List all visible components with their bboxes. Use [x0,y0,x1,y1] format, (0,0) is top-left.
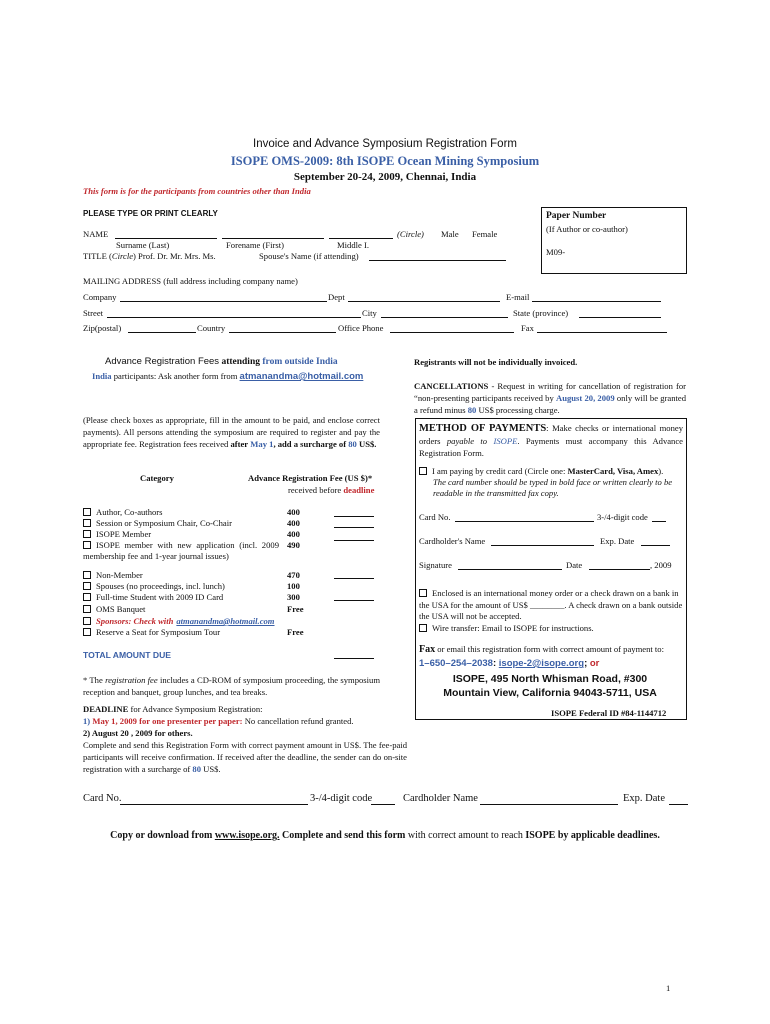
paper-number-hint: (If Author or co-author) [546,224,628,234]
fees-instructions [83,414,380,450]
payment-method-text-2: . Payments must accompany this Advance Registration Form. [419,436,683,458]
copy-text-2: Complete and send this form [282,830,406,841]
deadline-label: DEADLINE [83,704,129,714]
checkbox-icon[interactable] [83,617,91,625]
fee-item[interactable] [83,570,143,580]
zip-label: Zip(postal) [83,323,122,333]
category-header: Category [140,473,174,483]
fee-item[interactable] [83,627,220,637]
bottom-card-no-label: Card No. [83,793,122,804]
fees-attending: attending [221,357,260,367]
fax-colon: : [492,658,497,669]
wire-transfer-checkbox[interactable] [419,624,427,632]
not-invoiced-note: Registrants will not be individually invoiced. [414,357,578,367]
deadline-word: deadline [343,485,375,495]
fax-semicolon: ; [584,658,588,669]
fee-item-label: Spouses (no proceedings, incl. lunch) [96,581,225,591]
title-prefix: TITLE ( [83,251,112,261]
payment-method-title: METHOD OF PAYMENTS [419,423,547,434]
footnote-star: * The [83,675,103,685]
sponsor-email-link[interactable]: atmanandma@hotmail.com [176,616,275,626]
title-circle-hint: Circle [111,251,134,261]
signature-label: Signature [419,560,452,570]
signature-field[interactable] [458,569,562,570]
cardholder-field[interactable] [491,545,594,546]
fee-item-amount: 400 [287,529,300,539]
india-note [92,371,363,382]
credit-card-option [419,466,685,477]
state-label: State (province) [513,308,569,318]
credit-card-checkbox[interactable] [419,467,427,475]
fax-email-link[interactable]: isope-2@isope.org [498,658,585,669]
money-order-text: Enclosed is an international money order or a check drawn on a bank in the USA for the amount of US$ ________. A check drawn on a bank outside the USA will not be accepted. [419,588,683,621]
card-no-label: Card No. [419,512,451,522]
footnote-text: includes a CD-ROM of symposium proceeding, the symposium reception and banquet, group lunches, and tea breaks. [83,675,381,697]
cancellation-text-3: US$ processing charge. [478,405,560,415]
company-field[interactable] [120,301,327,302]
email-field[interactable] [532,301,661,302]
fax-number[interactable]: 1–650–254–2038 [419,658,493,669]
mailing-address-header: MAILING ADDRESS (full address including company name) [83,276,298,286]
street-field[interactable] [107,317,361,318]
fees-heading-text: Advance Registration Fees [105,356,220,367]
checkbox-icon[interactable] [83,582,91,590]
checkbox-icon[interactable] [83,508,91,516]
fees-surcharge-amount: 80 [348,439,357,449]
india-note-text: participants: Ask another form from [113,371,238,381]
india-email-link[interactable]: atmanandma@hotmail.com [239,371,364,382]
fee-item[interactable] [83,518,232,528]
payable-to: payable to [446,436,488,446]
date-year: , 2009 [650,560,672,570]
cancellation-text-2: only will be granted a refund minus [414,393,686,415]
isope-address-line2: Mountain View, California 94043-5711, USA [443,687,657,699]
deadline-item-1 [83,716,354,726]
isope-website-link[interactable]: www.isope.org. [214,830,280,841]
fees-instructions-text: (Please check boxes as appropriate, fill in the amount to be paid, and enclose correct payments). All persons attending the symposium are required to register and pay the appropriate fee. Registration fees received [83,415,380,449]
fee-item-amount: 300 [287,592,300,602]
fee-item-label: Sponsors: Check with [96,616,174,626]
bottom-digit-code-label: 3-/4-digit code [310,793,373,804]
fee-item[interactable] [83,540,279,562]
checkbox-icon[interactable] [83,519,91,527]
fax-instructions-text: or email this registration form with correct amount of payment to: [437,644,664,654]
checkbox-icon[interactable] [83,605,91,613]
copy-text-4: ISOPE by applicable deadlines. [525,830,660,841]
checkbox-icon[interactable] [83,541,91,549]
deadline-body-text: Complete and send this Registration Form with correct payment amount in US$. The fee-paid participants will receive confirmation. If received after the deadline, the sender can do on-site registration with a surcharge of [83,740,407,774]
surname-label: Surname (Last) [116,240,170,250]
money-order-option [419,588,685,623]
date-field[interactable] [589,569,650,570]
deadline-surcharge-unit: US$. [203,764,221,774]
fee-amount-field[interactable] [334,600,374,601]
zip-field[interactable] [128,332,196,333]
symposium-title: ISOPE OMS-2009: 8th ISOPE Ocean Mining Symposium [230,154,540,168]
payment-method-intro [419,422,683,459]
print-clearly-label: PLEASE TYPE OR PRINT CLEARLY [83,209,218,218]
deadline-item-2: 2) August 20 , 2009 for others. [83,728,193,738]
deadline-body [83,739,407,775]
deadline-item1-num: 1) [83,716,91,726]
gender-circle-hint: (Circle) [397,229,424,239]
state-field[interactable] [579,317,661,318]
checkbox-icon[interactable] [83,530,91,538]
copy-text-3: with correct amount to reach [407,830,523,841]
fee-item-label: Full-time Student with 2009 ID Card [96,592,224,602]
participant-notice: This form is for the participants from countries other than India [83,186,311,196]
fee-item[interactable] [83,592,223,602]
exp-date-field[interactable] [641,545,670,546]
fee-item-amount: 400 [287,507,300,517]
fee-item-amount: 470 [287,570,300,580]
fax-field[interactable] [537,332,667,333]
country-field[interactable] [229,332,336,333]
copy-text-1: Copy or download from [110,830,213,841]
form-title: Invoice and Advance Symposium Registration Form [253,138,517,150]
date-label: Date [566,560,583,570]
credit-card-text: I am paying by credit card (Circle one: [432,466,566,476]
fee-item-label: Author, Co-authors [96,507,163,517]
footnote-reg-fee: registration fee [105,675,158,685]
fee-item-amount: 100 [287,581,300,591]
payable-isope: ISOPE [493,436,518,446]
checkbox-icon[interactable] [83,628,91,636]
forename-field[interactable] [222,238,324,239]
title-options[interactable]: ) Prof. Dr. Mr. Mrs. Ms. [133,251,216,261]
credit-card-note: The card number should be typed in bold face or written clearly to be readable in the transmitted fax copy. [433,477,673,498]
bottom-cardholder-field[interactable] [480,804,618,805]
cancellation-date: August 20, 2009 [556,393,615,403]
fee-item[interactable] [83,581,225,591]
email-label: E-mail [506,292,530,302]
fax-instructions [419,644,664,655]
fee-item-amount: 400 [287,518,300,528]
fees-heading [105,356,338,367]
symposium-dates: September 20-24, 2009, Chennai, India [293,171,477,183]
gender-male-option[interactable]: Male [441,229,459,239]
city-label: City [362,308,377,318]
card-no-field[interactable] [455,521,594,522]
fees-after-word: after [230,439,249,449]
total-amount-label: TOTAL AMOUNT DUE [83,650,172,660]
gender-female-option[interactable]: Female [472,229,498,239]
fee-item-amount: 490 [287,540,300,550]
spouse-field[interactable] [369,260,506,261]
fee-item-label: Non-Member [96,570,143,580]
money-order-checkbox[interactable] [419,589,427,597]
bottom-card-no-field[interactable] [120,804,308,805]
federal-id: ISOPE Federal ID #84-1144712 [551,708,667,718]
cancellation-fee-amount: 80 [467,405,477,415]
paper-number-box[interactable] [541,207,687,274]
payment-method-text: : Make checks or international money orders [419,423,684,446]
digit-code-field[interactable] [652,521,666,522]
page-number: 1 [666,983,671,993]
checkbox-icon[interactable] [83,571,91,579]
surname-field[interactable] [115,238,217,239]
fee-item-amount: Free [287,604,304,614]
middle-initial-field[interactable] [329,238,393,239]
fee-item-amount: Free [287,627,304,637]
fee-amount-field[interactable] [334,578,374,579]
company-label: Company [83,292,117,302]
checkbox-icon[interactable] [83,593,91,601]
fax-or: or [589,658,600,669]
cancellations-label: CANCELLATIONS [414,381,489,391]
street-label: Street [83,308,104,318]
paper-number-value[interactable]: M09- [546,247,566,257]
bottom-exp-date-field[interactable] [669,804,688,805]
fees-may-date: May 1 [250,439,274,449]
india-word: India [92,371,112,381]
deadline-item1-rest: No cancellation refund granted. [244,716,354,726]
credit-card-text-end: ). [658,466,664,476]
fee-item[interactable] [83,616,275,626]
fee-item[interactable] [83,529,151,539]
cancellation-text-1: - Request in writing for cancellation of registration for “non-presenting participants received by [414,381,686,403]
wire-transfer-option [419,623,594,633]
fees-surcharge-text: , add a surcharge of [273,439,347,449]
fee-amount-field[interactable] [334,516,374,517]
credit-card-brands[interactable]: MasterCard, Visa, Amex [567,466,659,476]
fee-item[interactable] [83,604,145,614]
fee-item[interactable] [83,507,163,517]
fee-item-label: ISOPE member with new application (incl. 2009 membership fee and 1-year journal issues) [83,540,279,561]
total-amount-field[interactable] [334,658,374,659]
dept-label: Dept [328,292,345,302]
fees-outside-india: from outside India [262,357,338,367]
digit-code-label: 3-/4-digit code [597,512,648,522]
office-phone-label: Office Phone [338,323,384,333]
copy-download-note [0,830,770,841]
fee-footnote [83,674,380,698]
bottom-exp-date-label: Exp. Date [623,793,665,804]
fee-header: Advance Registration Fee (US $)* [248,473,373,483]
dept-field[interactable] [348,301,500,302]
country-label: Country [197,323,226,333]
deadline-label-rest: for Advance Symposium Registration: [130,704,263,714]
bottom-cardholder-label: Cardholder Name [403,793,478,804]
received-before-note [288,485,374,495]
bottom-digit-code-field[interactable] [371,804,395,805]
title-row [83,251,216,261]
fee-amount-field[interactable] [334,527,374,528]
fax-label: Fax [521,323,534,333]
spouse-label: Spouse's Name (if attending) [259,251,359,261]
fee-item-label: Reserve a Seat for Symposium Tour [96,627,221,637]
cardholder-label: Cardholder's Name [419,536,486,546]
middle-initial-label: Middle I. [337,240,369,250]
fee-item-label: Session or Symposium Chair, Co-Chair [96,518,232,528]
cancellation-policy [414,380,686,416]
deadline-heading [83,704,263,714]
isope-address-line1: ISOPE, 495 North Whisman Road, #300 [452,673,648,685]
exp-date-label: Exp. Date [600,536,635,546]
name-label: NAME [83,229,109,239]
wire-transfer-text: Wire transfer: Email to ISOPE for instructions. [432,623,594,633]
fax-label-bold: Fax [419,644,436,655]
deadline-item1-date: May 1, 2009 for one presenter per paper: [92,716,243,726]
fees-surcharge-unit: US$. [359,439,377,449]
fee-amount-field[interactable] [334,540,374,541]
city-field[interactable] [381,317,508,318]
fee-item-label: ISOPE Member [96,529,152,539]
received-before-text: received before [288,485,342,495]
deadline-surcharge-amount: 80 [192,764,201,774]
office-phone-field[interactable] [390,332,514,333]
forename-label: Forename (First) [226,240,284,250]
fee-item-label: OMS Banquet [96,604,146,614]
fax-contact [419,658,599,669]
paper-number-label: Paper Number [546,211,607,221]
